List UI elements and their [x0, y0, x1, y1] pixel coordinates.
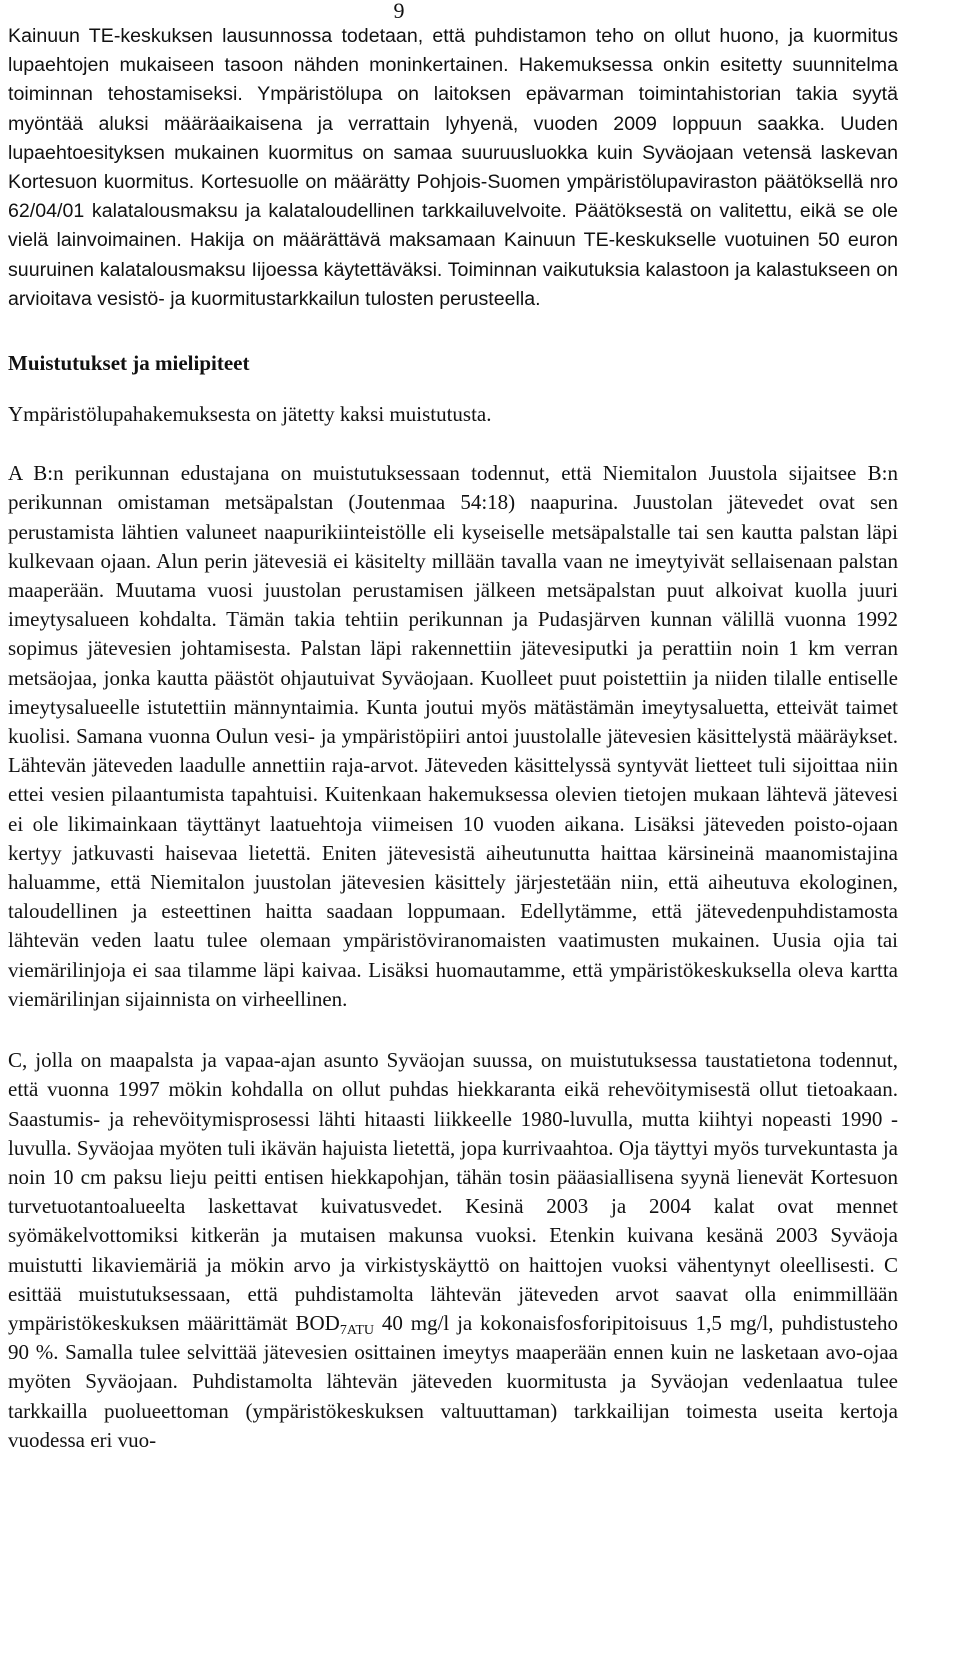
page-number: 9 — [393, 0, 405, 23]
document-page — [8, 0, 898, 1670]
bod-subscript: 7ATU — [339, 1322, 375, 1338]
paragraph-objection-c-text-1: C, jolla on maapalsta ja vapaa-ajan asunto Syväojan suussa, on muistutuksessa taustatietona todennut, että vuonna 1997 mökin kohdalla on ollut puhdas hiekkaranta eikä rehevöitymisestä ollut tietoakaan. Saastumis- ja rehevöitymisprosessi lähti hitaasti liikkeelle 1980-luvulla, mutta kiihtyi nopeasti 1990 -luvulla. Syväojaa myöten tuli ikävän hajuista lietettä, jopa kurrivaahtoa. Oja täyttyi myös turvekuntasta ja noin 10 cm paksu lieju peitti entisen hiekkapohjan, tähän tosin pääasiallisena syynä lienevät Kortesuon turvetuotantoalueelta laskettavat kuivatusvedet. Kesinä 2003 ja 2004 kalat ovat mennet syömäkelvottomiksi kitkerän ja mutaisen makunsa vuoksi. Etenkin kuivana kesänä 2003 Syväoja muistutti likaviemäriä ja mökin arvo ja virkistyskäyttö on haittojen vuoksi vähentynyt oleellisesti. C esittää muistutuksessaan, että puhdistamolta lähtevän jäteveden arvot saavat olla enimmillään ympäristökeskuksen määrittämät BOD — [8, 1048, 898, 1335]
section-heading: Muistutukset ja mielipiteet — [8, 351, 250, 376]
paragraph-te-keskus-statement: Kainuun TE-keskuksen lausunnossa todetaan, että puhdistamon teho on ollut huono, ja kuormitus lupaehtojen mukaiseen tasoon nähden moninkertainen. Hakemuksessa onkin esitetty suunnitelma toiminnan tehostamiseksi. Ympäristölupa on laitoksen epävarman toimintahistorian takia syytä myöntää aluksi määräaikaisena ja verrattain lyhyenä, vuoden 2009 loppuun saakka. Uuden lupaehtoesityksen mukainen kuormitus on samaa suuruusluokka kuin Syväojaan vetensä laskevan Kortesuon kuormitus. Kortesuolle on määrätty Pohjois-Suomen ympäristölupaviraston päätöksellä nro 62/04/01 kalatalousmaksu ja kalataloudellinen tarkkailuvelvoite. Päätöksestä on valitettu, eikä se ole vielä lainvoimainen. Hakija on määrättävä maksamaan Kainuun TE-keskukselle vuotuinen 50 euron suuruinen kalatalousmaksu Iijoessa käytettäväksi. Toiminnan vaikutuksia kalastoon ja kalastukseen on arvioitava vesistö- ja kuormitustarkkailun tulosten perusteella. — [8, 25, 898, 310]
paragraph-objection-c-text-2: 40 mg/l ja kokonaisfosforipitoisuus 1,5 mg/l, puhdistusteho 90 %. Samalla tulee selvittää jätevesien osittainen imeytys maaperään ennen kuin ne lasketaan avo-ojaa myöten Syväojaan. Puhdistamolta lähtevän jäteveden kuormitusta ja Syväojan vedenlaatua tulee tarkkailla puolueettoman (ympäristökeskuksen valtuuttaman) tarkkailijan toimesta useita kertoja vuodessa eri vuo- — [8, 1310, 898, 1452]
section-intro: Ympäristölupahakemuksesta on jätetty kaksi muistutusta. — [8, 402, 492, 427]
paragraph-objection-c — [8, 1046, 898, 1455]
paragraph-objection-a: A B:n perikunnan edustajana on muistutuksessaan todennut, että Niemitalon Juustola sijaitsee B:n perikunnan omistaman metsäpalstan (Joutenmaa 54:18) naapurina. Juustolan jätevedet ovat sen perustamista lähtien valuneet naapurikiinteistölle eli kyseiselle metsäpalstalle tai sen kautta palstan läpi kulkevaan ojaan. Alun perin jätevesiä ei käsitelty millään tavalla vaan ne imeytyivät sellaisenaan palstan maaperään. Muutama vuosi juustolan perustamisen jälkeen metsäpalstan puut alkoivat kuolla juuri imeytysalueen kohdalta. Tämän takia tehtiin perikunnan ja Pudasjärven kunnan välillä vuonna 1992 sopimus jätevesien johtamisesta. Palstan läpi rakennettiin jätevesiputki ja perattiin noin 1 km verran metsäojaa, jonka kautta päästöt ohjautuivat Syväojaan. Kuolleet puut poistettiin ja niiden tilalle entiselle imeytysalueelle istutettiin männyntaimia. Kunta joutui myös mätästämän imeytysaluetta, etteivät taimet kuolisi. Samana vuonna Oulun vesi- ja ympäristöpiiri antoi juustolalle jätevesien käsittelystä määräykset. Lähtevän jäteveden laadulle annettiin raja-arvot. Jäteveden käsittelyssä syntyvät lietteet tuli sijoittaa niin ettei vesien pilaantumista tapahtuisi. Kuitenkaan hakemuksessa olevien tietojen mukaan lähtevä jätevesi ei ole likimainkaan täyttänyt laatuehtoja viimeisen 10 vuoden aikana. Lisäksi jäteveden poisto-ojaan kertyy jatkuvasti haisevaa lietettä. Eniten jätevesistä aiheutunutta haittaa kärsineinä maanomistajina haluamme, että Niemitalon juustolan jätevesien käsittely järjestetään niin, että aiheutuva ekologinen, taloudellinen ja esteettinen haitta saadaan loppumaan. Edellytämme, että jätevedenpuhdistamosta lähtevän veden laatu tulee olemaan ympäristöviranomaisten vaatimusten mukainen. Uusia ojia tai viemärilinjoja ei saa tilamme läpi kaivaa. Lisäksi huomautamme, että ympäristökeskuksella oleva kartta viemärilinjan sijainnista on virheellinen. — [8, 461, 898, 1011]
page-content — [8, 22, 898, 1455]
